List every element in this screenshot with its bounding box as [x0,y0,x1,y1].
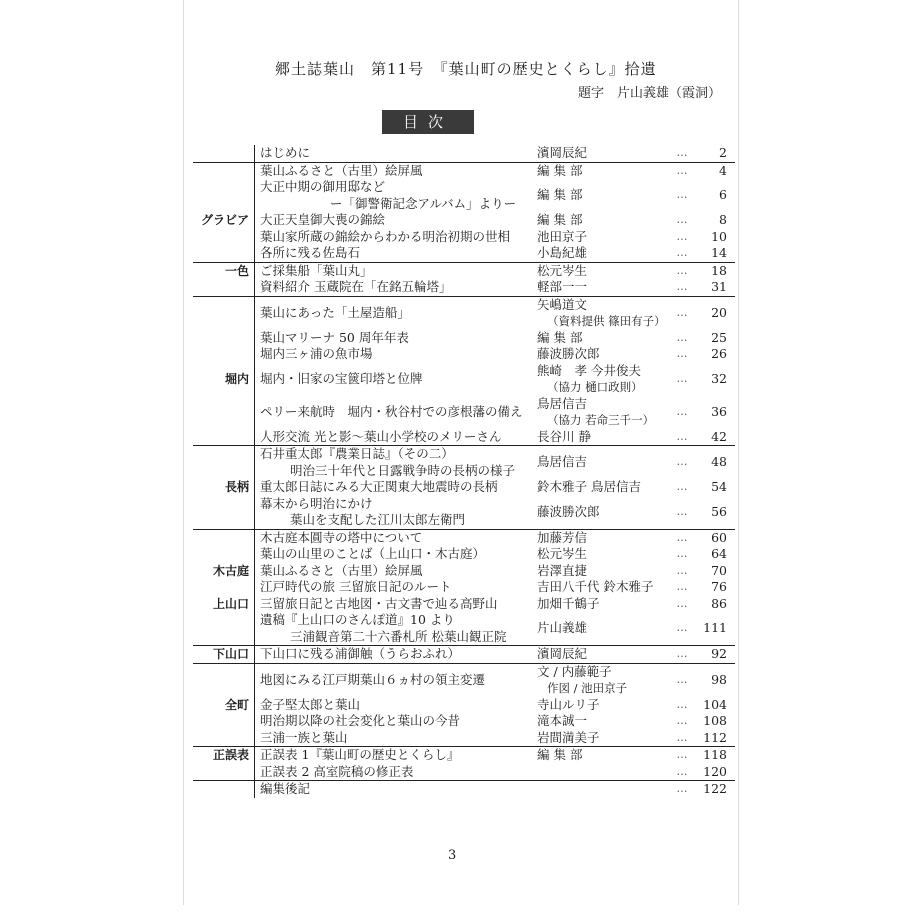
toc-author-text: 鳥居信吉 [537,395,588,411]
toc-title [255,363,538,396]
toc-title-text: 明治期以降の社会変化と葉山の今昔 [260,713,461,728]
toc-author-text: 長谷川 静 [537,428,591,444]
toc-page-number: 10 [711,228,727,244]
toc-page-number: 4 [697,162,735,179]
toc-author-text: 吉田八千代 鈴木雅子 [537,579,654,594]
toc-author [537,730,667,747]
toc-section-label [193,296,255,330]
toc-author [537,396,667,429]
toc-title-text: 葉山家所蔵の錦絵からわかる明治初期の世相 [260,228,511,244]
toc-leader-dots: … [676,404,688,418]
toc-leader-dots: … [667,646,697,664]
toc-title-text: ペリー来航時 堀内・秋谷村での彦根藩の備え [260,403,523,419]
toc-section-label [193,346,255,363]
page-number: 3 [448,848,457,863]
toc-title-text: 葉山ふるさと（古里）絵屏風 [260,562,423,578]
toc-title [255,429,538,446]
document-title: 郷土誌葉山 第11号 『葉山町の歴史とくらし』拾遺 [275,60,657,78]
toc-page-number: 104 [703,696,727,712]
toc-row [193,596,735,613]
toc-author [537,212,667,229]
toc-page-number: 60 [697,529,735,546]
toc-section-label: 正誤表 [193,747,255,764]
toc-title [255,479,538,496]
toc-title-text: 下山口に残る浦御触（うらおふれ） [260,646,461,661]
toc-author [537,646,667,664]
toc-page-number: 6 [719,187,727,203]
toc-section-label [193,730,255,747]
toc-row [193,747,735,764]
toc-leader-dots: … [676,504,688,518]
toc-title [255,596,538,613]
toc-title [255,279,538,296]
toc-row [193,296,735,330]
toc-title [255,764,538,781]
toc-page-number: 48 [697,446,735,480]
toc-section-label: 全町 [193,697,255,714]
toc-title-text: 木古庭本圓寺の塔中について [260,529,423,545]
toc-author [537,546,667,563]
toc-page-number: 122 [697,781,735,798]
toc-title [255,646,538,664]
toc-row [193,245,735,262]
toc-title-text: 金子堅太郎と葉山 [260,696,361,712]
toc-author-text: 小島紀雄 [537,245,588,260]
toc-author-text: 軽部一一 [537,279,588,294]
toc-title [255,296,538,330]
toc-leader-dots: … [676,764,688,778]
toc-author [537,563,667,580]
toc-author-note: 作図 / 池田京子 [547,681,628,695]
toc-page-number: 2 [719,145,727,160]
toc-row [193,145,735,162]
toc-title [255,145,538,162]
toc-author [537,296,667,330]
toc-page-number: 108 [703,713,727,728]
toc-title [255,579,538,596]
toc-section-label [193,663,255,697]
toc-author [537,496,667,530]
toc-author-text: 加畑千鶴子 [537,595,600,611]
toc-row [193,663,735,697]
toc-author [537,363,667,396]
toc-author [537,781,667,798]
toc-row [193,479,735,496]
toc-title-text: 地図にみる江戸期葉山６ヵ村の領主変遷 [260,671,486,687]
toc-author [537,346,667,363]
toc-author [537,279,667,296]
toc-author [537,330,667,347]
toc-row [193,330,735,347]
toc-title [255,262,538,279]
toc-page-number: 111 [703,620,727,636]
toc-author-text: 片山義雄 [537,620,588,636]
toc-row [193,529,735,546]
toc-leader-dots: … [667,781,697,798]
toc-title-text: 大正天皇御大喪の錦絵 [260,212,386,227]
toc-leader-dots: … [676,347,688,360]
toc-title [255,781,538,798]
toc-title-text: 三浦一族と葉山 [260,729,348,745]
toc-author [537,145,667,162]
toc-row [193,612,735,646]
toc-section-label [193,279,255,296]
toc-author-note: （協力 樋口政則） [547,380,643,394]
toc-row [193,781,735,798]
toc-section-label [193,529,255,546]
toc-heading: 目次 [382,110,474,134]
toc-section-label: 長柄 [193,479,255,496]
toc-title [255,346,538,363]
toc-title [255,179,538,212]
toc-title [255,546,538,563]
toc-title-text: 葉山マリーナ 50 周年年表 [260,329,409,345]
toc-section-label [193,229,255,246]
toc-section-label [193,496,255,530]
toc-page-number: 8 [719,212,727,227]
toc-leader-dots: … [676,429,688,443]
toc-section-label: 木古庭 [193,563,255,580]
toc-section-label: 下山口 [193,646,255,664]
toc-row [193,730,735,747]
toc-section-label: 上山口 [193,596,255,613]
toc-page-number: 64 [711,546,727,561]
toc-author-text: 岩澤直捷 [537,562,588,578]
toc-leader-dots: … [676,596,688,610]
toc-author-text: 藤波勝次郎 [537,346,600,361]
toc-leader-dots: … [676,714,688,727]
toc-title-text: 重太郎日誌にみる大正関東大地震時の長柄 [260,479,498,494]
toc-section-label [193,179,255,212]
toc-author-text: 矢嶋道文 [537,296,588,312]
toc-row [193,429,735,446]
toc-title [255,229,538,246]
toc-title [255,162,538,179]
toc-title [255,529,538,546]
toc-title [255,697,538,714]
toc-row [193,546,735,563]
toc-leader-dots: … [676,213,688,226]
toc-author-text: 編 集 部 [537,747,583,762]
toc-author-text: 編 集 部 [537,212,583,227]
toc-author [537,446,667,480]
toc-title-text: 人形交流 光と影～葉山小学校のメリーさん [260,428,502,444]
table-of-contents [193,145,735,798]
toc-author-text: 鈴木雅子 鳥居信吉 [537,479,641,494]
toc-author [537,179,667,212]
toc-section-label: グラビア [193,212,255,229]
toc-row [193,262,735,279]
toc-leader-dots: … [676,697,688,711]
toc-author [537,579,667,596]
toc-row [193,764,735,781]
toc-page-number: 14 [711,245,727,260]
toc-page-number: 36 [711,403,727,419]
toc-title [255,713,538,730]
toc-page-number: 76 [711,579,727,594]
toc-leader-dots: … [676,547,688,560]
toc-section-label [193,713,255,730]
toc-row [193,563,735,580]
toc-section-label [193,764,255,781]
toc-author-text: 濱岡辰紀 [537,145,588,160]
toc-section-label [193,781,255,798]
toc-leader-dots: … [667,529,697,546]
toc-author-text: 池田京子 [537,228,588,244]
toc-author-text: 藤波勝次郎 [537,503,600,519]
toc-row [193,212,735,229]
toc-page-number: 92 [697,646,735,664]
toc-page-number: 42 [711,428,727,444]
toc-author [537,162,667,179]
toc-title-text: 葉山の山里のことば（上山口・木古庭） [260,546,486,561]
toc-author [537,596,667,613]
toc-row [193,179,735,212]
toc-author [537,245,667,262]
toc-page-number: 18 [697,262,735,279]
toc-title-subline: 葉山を支配した江川太郎左衛門 [290,512,466,527]
toc-row [193,229,735,246]
toc-row [193,279,735,296]
toc-leader-dots: … [676,480,688,493]
toc-section-label [193,396,255,429]
toc-author [537,529,667,546]
toc-page-number: 86 [711,595,727,611]
toc-leader-dots: … [676,621,688,635]
toc-section-label [193,546,255,563]
toc-leader-dots: … [667,747,697,764]
calligraphy-credit: 題字 片山義雄（霞洞） [577,86,721,101]
toc-section-label [193,446,255,480]
toc-author [537,262,667,279]
toc-row [193,496,735,530]
toc-section-label: 堀内 [193,363,255,396]
toc-author-text: 編 集 部 [537,162,583,178]
toc-author-text: 寺山ルリ子 [537,696,600,712]
toc-title-text: 葉山ふるさと（古里）絵屏風 [260,162,423,178]
toc-author-text: 岩間満美子 [537,729,600,745]
toc-section-label [193,245,255,262]
toc-title-text: 編集後記 [260,781,311,796]
toc-author-note: （資料提供 篠田有子） [547,314,666,328]
toc-author [537,479,667,496]
toc-leader-dots: … [676,563,688,577]
toc-title-subline: ー「御警衛記念アルバム」よりー [330,195,517,211]
toc-page-number: 112 [703,729,727,745]
toc-title-text: 石井重太郎『農業日誌』（その二） [260,446,454,461]
toc-title-text: 正誤表 1『葉山町の歴史とくらし』 [260,747,460,762]
toc-leader-dots: … [676,188,688,202]
toc-title [255,212,538,229]
toc-title-text: 資料紹介 玉蔵院在「在銘五輪塔」 [260,279,452,294]
toc-leader-dots: … [667,446,697,480]
toc-page-number: 56 [711,503,727,519]
toc-page-number: 120 [703,763,727,779]
toc-section-label [193,162,255,179]
toc-leader-dots: … [676,280,688,293]
toc-title-text: 三留旅日記と古地図・古文書で辿る高野山 [260,595,498,611]
toc-section-label [193,330,255,347]
toc-page-number: 25 [711,329,727,345]
toc-title-text: ご採集船「葉山丸」 [260,262,373,278]
toc-author-text: 編 集 部 [537,187,583,203]
toc-title-text: 江戸時代の旅 三留旅日記のルート [260,579,452,594]
toc-section-label [193,579,255,596]
toc-row [193,396,735,429]
toc-section-label: 一色 [193,262,255,279]
toc-row [193,646,735,664]
toc-page-number: 20 [697,296,735,330]
toc-author-text: 松元岑生 [537,546,588,561]
toc-title [255,330,538,347]
toc-row [193,713,735,730]
toc-author-text: 鳥居信吉 [537,454,588,470]
toc-leader-dots: … [676,229,688,243]
toc-title-text: はじめに [260,145,311,160]
toc-page-number: 32 [711,370,727,386]
toc-leader-dots: … [676,146,688,159]
toc-title [255,563,538,580]
toc-author-text: 滝本誠一 [537,713,588,728]
toc-leader-dots: … [667,162,697,179]
toc-title [255,446,538,480]
toc-author [537,429,667,446]
toc-title [255,245,538,262]
toc-title [255,730,538,747]
toc-page-number: 70 [711,562,727,578]
toc-leader-dots: … [667,262,697,279]
toc-section-label [193,145,255,162]
toc-author-text: 加藤芳信 [537,529,588,545]
toc-page-number: 98 [697,663,735,697]
toc-row [193,579,735,596]
toc-row [193,363,735,396]
toc-page-number: 26 [711,346,727,361]
toc-author-text: 濱岡辰紀 [537,646,588,661]
toc-leader-dots: … [676,371,688,385]
toc-title [255,747,538,764]
toc-title-subline: 三浦観音第二十六番札所 松葉山観正院 [290,628,507,644]
toc-leader-dots: … [667,296,697,330]
toc-author-text: 松元岑生 [537,262,588,278]
toc-title [255,496,538,530]
toc-author-note: （協力 若命三千一） [547,413,655,427]
toc-author [537,663,667,697]
toc-page-number: 31 [711,279,727,294]
toc-author [537,713,667,730]
toc-row [193,162,735,179]
toc-section-label [193,612,255,646]
toc-title-subline: 明治三十年代と日露戦争時の長柄の様子 [290,462,516,478]
toc-title-text: 遺稿『上山口のさんぽ道』10 より [260,612,455,627]
toc-title-text: 各所に残る佐島石 [260,245,361,260]
toc-leader-dots: … [667,663,697,697]
toc-author [537,747,667,764]
toc-author [537,697,667,714]
toc-leader-dots: … [676,730,688,744]
toc-author-text: 編 集 部 [537,329,583,345]
toc-row [193,446,735,480]
toc-leader-dots: … [676,330,688,344]
toc-row [193,346,735,363]
toc-title-text: 葉山にあった「土屋造船」 [260,304,410,320]
toc-page-number: 118 [697,747,735,764]
toc-leader-dots: … [676,246,688,259]
toc-author-text: 文 / 内藤範子 [537,663,612,679]
toc-author [537,229,667,246]
toc-row [193,697,735,714]
toc-leader-dots: … [676,580,688,593]
toc-author-text: 熊崎 孝 今井俊夫 [537,362,641,378]
toc-title [255,396,538,429]
toc-title [255,663,538,697]
toc-title-text: 幕末から明治にかけ [260,495,373,511]
toc-title [255,612,538,646]
toc-page-number: 54 [711,479,727,494]
toc-title-text: 堀内三ヶ浦の魚市場 [260,346,373,361]
toc-author [537,764,667,781]
toc-section-label [193,429,255,446]
toc-author [537,612,667,646]
toc-title-text: 堀内・旧家の宝篋印塔と位牌 [260,370,423,386]
toc-title-text: 正誤表 2 高室院稿の修正表 [260,763,414,779]
toc-title-text: 大正中期の御用邸など [260,179,386,194]
